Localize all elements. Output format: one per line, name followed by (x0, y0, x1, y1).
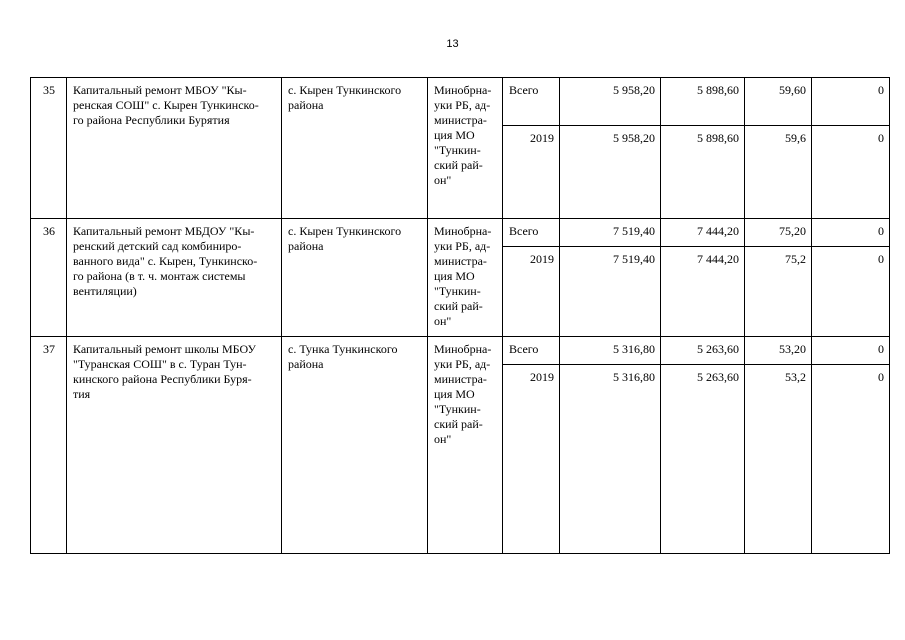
year-amount: 75,2 (745, 246, 812, 336)
year-amount: 7 444,20 (661, 246, 745, 336)
project-description: Капитальный ремонт МБДОУ "Кы- ренский детский сад комбиниро- ванного вида" с. Кырен, Тункинско- го района (в т. ч. монтаж системы вентиляции) (67, 218, 282, 336)
project-location: с. Кырен Тункинского района (282, 218, 428, 336)
total-amount: 75,20 (745, 218, 812, 246)
year-amount: 5 263,60 (661, 364, 745, 553)
year-amount: 53,2 (745, 364, 812, 553)
total-amount: 7 444,20 (661, 218, 745, 246)
year-amount: 7 519,40 (560, 246, 661, 336)
total-amount: 0 (812, 336, 890, 364)
table-row (31, 78, 890, 126)
year-amount: 0 (812, 125, 890, 218)
responsible-party: Минобрна- уки РБ, ад- министра- ция МО "Тункин- ский рай- он" (428, 218, 503, 336)
total-amount: 5 898,60 (661, 78, 745, 126)
row-number: 37 (31, 336, 67, 553)
total-amount: 53,20 (745, 336, 812, 364)
responsible-party: Минобрна- уки РБ, ад- министра- ция МО "Тункин- ский рай- он" (428, 78, 503, 219)
total-amount: 59,60 (745, 78, 812, 126)
year-amount: 59,6 (745, 125, 812, 218)
project-location: с. Кырен Тункинского района (282, 78, 428, 219)
budget-table (30, 77, 890, 554)
project-description: Капитальный ремонт школы МБОУ "Туранская СОШ" в с. Туран Тун- кинского района Республики Буря- тия (67, 336, 282, 553)
total-label: Всего (503, 218, 560, 246)
total-amount: 5 316,80 (560, 336, 661, 364)
project-location: с. Тунка Тункинского района (282, 336, 428, 553)
year-label: 2019 (503, 125, 560, 218)
year-amount: 5 316,80 (560, 364, 661, 553)
row-number: 35 (31, 78, 67, 219)
year-label: 2019 (503, 364, 560, 553)
year-amount: 5 958,20 (560, 125, 661, 218)
year-amount: 5 898,60 (661, 125, 745, 218)
total-amount: 5 263,60 (661, 336, 745, 364)
page-number: 13 (446, 38, 459, 50)
responsible-party: Минобрна- уки РБ, ад- министра- ция МО "Тункин- ский рай- он" (428, 336, 503, 553)
year-amount: 0 (812, 364, 890, 553)
total-label: Всего (503, 78, 560, 126)
row-number: 36 (31, 218, 67, 336)
total-amount: 0 (812, 78, 890, 126)
year-amount: 0 (812, 246, 890, 336)
year-label: 2019 (503, 246, 560, 336)
table-row (31, 218, 890, 246)
total-label: Всего (503, 336, 560, 364)
project-description: Капитальный ремонт МБОУ "Кы- ренская СОШ" с. Кырен Тункинско- го района Республики Бурятия (67, 78, 282, 219)
total-amount: 0 (812, 218, 890, 246)
total-amount: 7 519,40 (560, 218, 661, 246)
table-row (31, 336, 890, 364)
total-amount: 5 958,20 (560, 78, 661, 126)
